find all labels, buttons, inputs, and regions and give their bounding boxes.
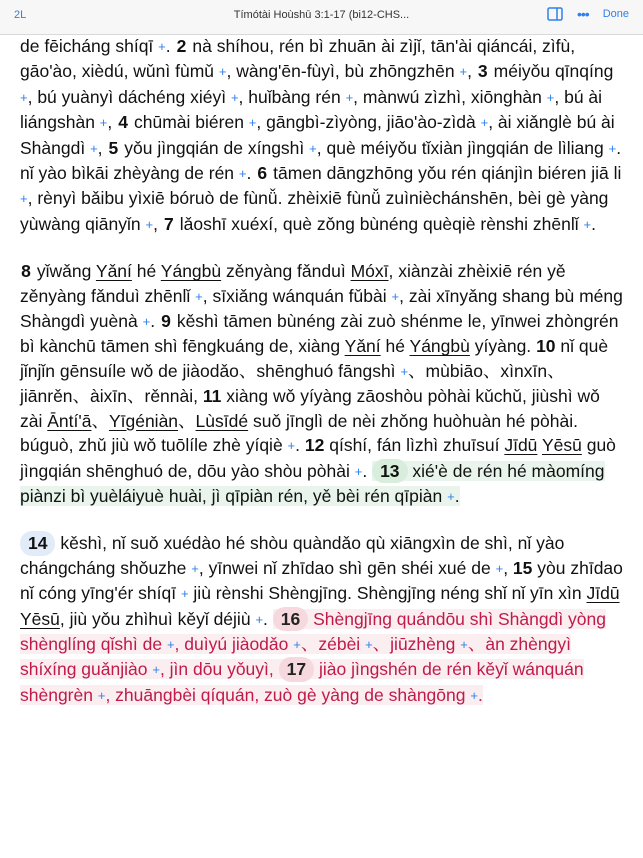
verse-text: , gāngbì-zìyòng, jiāo'ào-zìdà: [256, 112, 476, 133]
verse-number[interactable]: 3: [477, 61, 488, 82]
verse-text: , bú ài liángshàn: [20, 86, 603, 133]
verse-number[interactable]: 2: [176, 36, 187, 56]
paragraph-3: 14 kěshì, nǐ suǒ xuédào hé shòu quàndǎo qù xiāngxìn de shì, nǐ yào chángcháng shǒuzhe +, yīnwei nǐ zhīdao shì gēn shéi xué de +, 15 yòu zhīdao nǐ cóng yīng'ér shíqī + jiù rènshi Shèngjīng. Shèngjīng néng shǐ nǐ yīn xìn Jīdū Yēsū, jiù yǒu zhìhuì kěyǐ déjiù +. 16 Shèngjīng quándōu shì Shàngdì yòng shènglíng qǐshì de +, duìyú jiàodǎo +、zébèi +、jiūzhèng +、àn zhèngyì shíxíng guǎnjiào +, jìn dōu yǒuyì, 17 jiào jìngshén de rén kěyǐ wánquán shèngrèn +, zhuāngbèi qíquán, zuò gè yàng de shàngōng +.: [20, 533, 623, 705]
columns-icon[interactable]: [547, 6, 563, 22]
footnote-plus-icon[interactable]: +: [195, 288, 203, 304]
reading-pane: [20, 34, 625, 708]
verse-text: , zhuāngbèi qíquán, zuò gè yàng de shàngōng: [105, 684, 466, 705]
verse-text: hé: [385, 336, 405, 357]
footnote-plus-icon[interactable]: +: [583, 216, 592, 232]
footnote-plus-icon[interactable]: +: [459, 64, 468, 80]
verse-text: , yīnwei nǐ zhīdao shì gēn shéi xué de: [198, 557, 491, 578]
footnote-plus-icon[interactable]: +: [293, 636, 301, 652]
paragraph-1: de fēicháng shíqī +. 2 nà shíhou, rén bì zhuān ài zìjǐ, tān'ài qiáncái, zìfù, gāo'ào, xièdú, wǔnì fùmǔ +, wàng'ēn-fùyì, bù zhōngzhēn +, 3 méiyǒu qīnqíng +, bú yuànyì dáchéng xiéyì +, huǐbàng rén +, mànwú zìzhì, xiōnghàn +, bú ài liángshàn +, 4 chūmài biéren +, gāngbì-zìyòng, jiāo'ào-zìdà +, ài xiǎnglè bú ài Shàngdì +, 5 yǒu jìngqián de xíngshì +, què méiyǒu tǐxiàn jìngqián de lìliang +. nǐ yào bìkāi zhèyàng de rén +. 6 tāmen dāngzhōng yǒu rén qiánjìn biéren jiā li +, rènyì bǎibu yìxiē bóruò de fùnǚ. zhèixiē fùnǚ zuìnièchánshēn, bèi gè yàng yùwàng qiānyǐn +, 7 lǎoshī xuéxí, què zǒng bùnéng quèqiè rènshi zhēnlǐ +.: [20, 34, 625, 237]
verse-text: suǒ jīnglì de nèi zhǒng huòhuàn hé pòhài. búguò, zhǔ jiù wǒ tuōlíle zhè yíqiè: [20, 410, 578, 456]
verse-text: , ài xiǎnglè bú ài Shàngdì: [20, 112, 615, 158]
verse-text: , huǐbàng rén: [238, 86, 341, 107]
verse-number[interactable]: 14: [20, 531, 55, 555]
verse-text: 、àn zhèngyì shíxíng guǎnjiào: [20, 633, 571, 680]
verse-text: , bú yuànyì dáchéng xiéyì: [27, 86, 227, 107]
verse-text: . nǐ yào bìkāi zhèyàng de rén: [20, 137, 622, 184]
verse-number[interactable]: 8: [21, 261, 31, 282]
footnote-plus-icon[interactable]: +: [142, 314, 151, 330]
verse-text: , wàng'ēn-fùyì, bù zhōngzhēn: [226, 61, 455, 82]
footnote-plus-icon[interactable]: +: [495, 560, 504, 576]
name-link[interactable]: Jīdū: [586, 583, 620, 604]
verse-text: de fēicháng shíqī: [20, 36, 154, 56]
verse-number[interactable]: 12: [304, 435, 325, 456]
name-link[interactable]: Jīdū: [504, 435, 538, 456]
footnote-plus-icon[interactable]: +: [248, 115, 257, 131]
verse-number[interactable]: 7: [163, 213, 174, 234]
highlighted-verses-16-17[interactable]: 16 Shèngjīng quándōu shì Shàngdì yòng shènglíng qǐshì de +, duìyú jiàodǎo +、zébèi +、jiūzhèng +、àn zhèngyì shíxíng guǎnjiào +, jìn dōu yǒuyì, 17 jiào jìngshén de rén kěyǐ wánquán shèngrèn +, zhuāngbèi qíquán, zuò gè yàng de shàngōng +.: [20, 608, 606, 705]
footnote-plus-icon[interactable]: +: [218, 64, 227, 80]
name-link[interactable]: Yīgéniàn: [108, 410, 179, 431]
name-link[interactable]: Yángbù: [409, 336, 470, 357]
verse-text: zěnyàng fǎnduì: [226, 261, 346, 282]
footnote-plus-icon[interactable]: +: [230, 89, 239, 105]
document-title: Tímótài Hoùshū 3:1-17 (bi12-CHS...: [233, 9, 410, 21]
verse-text: jiù rènshi Shèngjīng. Shèngjīng néng shǐ nǐ yīn xìn: [193, 583, 582, 604]
highlighted-verse-13[interactable]: 13 xié'è de rén hé màomíng piànzi bì yuèláiyuè huài, jì qīpiàn rén, yě bèi rén qīpiàn +.: [20, 460, 605, 506]
verse-text: , sīxiǎng wánquán fǔbài: [202, 285, 387, 306]
name-link[interactable]: Yēsū: [541, 435, 582, 456]
verse-text: 、jiūzhèng: [372, 633, 456, 654]
verse-text: xiàng wǒ yíyàng zāoshòu pòhài kǔchǔ, jiùshì wǒ zài: [20, 386, 600, 431]
footnote-plus-icon[interactable]: +: [20, 191, 28, 207]
verse-text: , xiànzài zhèixiē rén yě zěnyàng fǎnduì zhēnlǐ: [20, 261, 566, 306]
footnote-plus-icon[interactable]: +: [309, 140, 317, 156]
verse-text: xié'è de rén hé màomíng piànzi bì yuèláiyuè huài, jì qīpiàn rén, yě bèi rén qīpiàn: [20, 460, 605, 506]
verse-text: kěshì, nǐ suǒ xuédào hé shòu quàndǎo qù xiāngxìn de shì, nǐ yào chángcháng shǒuzhe: [20, 533, 565, 578]
footnote-plus-icon[interactable]: +: [480, 115, 489, 131]
verse-text: , mànwú zìzhì, xiōnghàn: [353, 86, 542, 107]
verse-number[interactable]: 17: [279, 657, 314, 681]
verse-text: chūmài biéren: [134, 112, 244, 133]
verse-number[interactable]: 10: [536, 336, 556, 357]
verse-text: , rènyì bǎibu yìxiē bóruò de fùnǚ. zhèixiē fùnǚ zuìnièchánshēn, bèi gè yàng yùwàng qiānyǐn: [20, 188, 609, 234]
footnote-plus-icon[interactable]: +: [447, 488, 455, 504]
footnote-plus-icon[interactable]: +: [546, 89, 555, 105]
name-link[interactable]: Yēsū: [20, 608, 60, 629]
name-link[interactable]: Móxī: [350, 261, 389, 282]
footnote-plus-icon[interactable]: +: [470, 687, 478, 703]
footnote-plus-icon[interactable]: +: [158, 39, 166, 54]
verse-text: yòu zhīdao nǐ cóng yīng'ér shíqī: [20, 557, 623, 604]
toolbar-left-label[interactable]: 2L: [14, 9, 27, 21]
footnote-plus-icon[interactable]: +: [166, 636, 175, 652]
name-link[interactable]: Lùsīdé: [195, 410, 249, 431]
verse-text: méiyǒu qīnqíng: [493, 61, 614, 82]
verse-text: jiào jìngshén de rén kěyǐ wánquán shèngrèn: [20, 659, 584, 705]
verse-text: qíshí, fán lìzhì zhuīsuí: [329, 435, 500, 456]
verse-number[interactable]: 15: [512, 557, 533, 578]
name-link[interactable]: Yǎní: [344, 336, 381, 357]
footnote-plus-icon[interactable]: +: [99, 115, 108, 131]
verse-text: yíyàng.: [474, 336, 532, 357]
verse-text: Shèngjīng quándōu shì Shàngdì yòng shènglíng qǐshì de: [20, 608, 606, 654]
footnote-plus-icon[interactable]: +: [365, 636, 373, 652]
verse-text: kěshì tāmen bùnéng zài zuò shénme le, yīnwei zhòngrén bì kànchū tāmen shì fēngkuáng de, xiàng: [20, 311, 619, 357]
verse-number[interactable]: 5: [108, 137, 119, 158]
verse-text: , jiù yǒu zhìhuì kěyǐ déjiù: [59, 608, 251, 629]
paragraph-2: 8 yǐwǎng Yǎní hé Yángbù zěnyàng fǎnduì Móxī, xiànzài zhèixiē rén yě zěnyàng fǎnduì zhēnlǐ +, sīxiǎng wánquán fǔbài +, zài xīnyǎng shang bù méng Shàngdì yuènà +. 9 kěshì tāmen bùnéng zài zuò shénme le, yīnwei zhòngrén bì kànchū tāmen shì fēngkuáng de, xiàng Yǎní hé Yángbù yíyàng. 10 nǐ què jǐnjǐn gēnsuíle wǒ de jiàodǎo、shēnghuó fāngshì +、mùbiāo、xìnxīn、jiānrěn、àixīn、rěnnài, 11 xiàng wǒ yíyàng zāoshòu pòhài kǔchǔ, jiùshì wǒ zài Āntí'ā、Yīgéniàn、Lùsīdé suǒ jīnglì de nèi zhǒng huòhuàn hé pòhài. búguò, zhǔ jiù wǒ tuōlíle zhè yíqiè +. 12 qíshí, fán lìzhì zhuīsuí Jīdū Yēsū guò jìngqián shēnghuó de, dōu yào shòu pòhài +. 13 xié'è de rén hé màomíng piànzi bì yuèláiyuè huài, jì qīpiàn rén, yě bèi rén qīpiàn +.: [20, 261, 623, 506]
footnote-plus-icon[interactable]: +: [90, 140, 98, 156]
name-link[interactable]: Āntí'ā: [47, 410, 92, 431]
footnote-plus-icon[interactable]: +: [20, 89, 28, 105]
toolbar-actions: [547, 6, 629, 22]
verse-text: 、zébèi: [300, 633, 361, 654]
footnote-plus-icon[interactable]: +: [191, 560, 199, 576]
name-link[interactable]: Yángbù: [160, 261, 222, 282]
verse-number[interactable]: 4: [118, 112, 128, 133]
verse-number[interactable]: 13: [372, 459, 407, 483]
verse-number[interactable]: 11: [202, 386, 222, 407]
verse-text: , què méiyǒu tǐxiàn jìngqián de lìliang: [316, 137, 604, 158]
footnote-plus-icon[interactable]: +: [287, 438, 296, 454]
footnote-plus-icon[interactable]: +: [354, 463, 363, 479]
verse-number[interactable]: 9: [161, 311, 171, 332]
verse-number[interactable]: 16: [273, 607, 308, 631]
footnote-plus-icon[interactable]: +: [391, 288, 400, 304]
more-icon[interactable]: •••: [576, 6, 589, 22]
footnote-plus-icon[interactable]: +: [238, 166, 247, 182]
footnote-plus-icon[interactable]: +: [255, 611, 264, 627]
verse-text: yǐwǎng: [36, 261, 92, 282]
toolbar: [0, 0, 643, 35]
footnote-plus-icon[interactable]: +: [97, 687, 106, 703]
verse-text: hé: [136, 261, 157, 282]
done-button[interactable]: Done: [602, 8, 629, 20]
verse-text: lǎoshī xuéxí, què zǒng bùnéng quèqiè rènshi zhēnlǐ: [179, 213, 579, 234]
verse-text: , jìn dōu yǒuyì,: [159, 659, 274, 680]
verse-text: guò jìngqián shēnghuó de, dōu yào shòu pòhài: [20, 435, 616, 481]
footnote-plus-icon[interactable]: +: [460, 636, 468, 652]
footnote-plus-icon[interactable]: +: [608, 140, 617, 156]
footnote-plus-icon[interactable]: +: [180, 586, 189, 602]
verse-text: nǐ què jǐnjǐn gēnsuíle wǒ de jiàodǎo、shēnghuó fāngshì: [20, 336, 609, 381]
verse-text: nà shíhou, rén bì zhuān ài zìjǐ, tān'ài qiáncái, zìfù, gāo'ào, xièdú, wǔnì fùmǔ: [20, 36, 576, 82]
footnote-plus-icon[interactable]: +: [145, 216, 154, 232]
verse-text: yǒu jìngqián de xíngshì: [124, 137, 305, 158]
footnote-plus-icon[interactable]: +: [400, 363, 409, 379]
name-link[interactable]: Yǎní: [95, 261, 132, 282]
verse-text: tāmen dāngzhōng yǒu rén qiánjìn biéren jiā li: [273, 163, 622, 184]
verse-number[interactable]: 6: [257, 163, 268, 184]
verse-text: 、mùbiāo、xìnxīn、jiānrěn、àixīn、rěnnài,: [20, 360, 565, 407]
footnote-plus-icon[interactable]: +: [152, 662, 160, 678]
verse-text: , zài xīnyǎng shang bù méng Shàngdì yuènà: [20, 285, 623, 332]
verse-text: duìyú jiàodǎo: [184, 633, 289, 654]
footnote-plus-icon[interactable]: +: [345, 89, 354, 105]
